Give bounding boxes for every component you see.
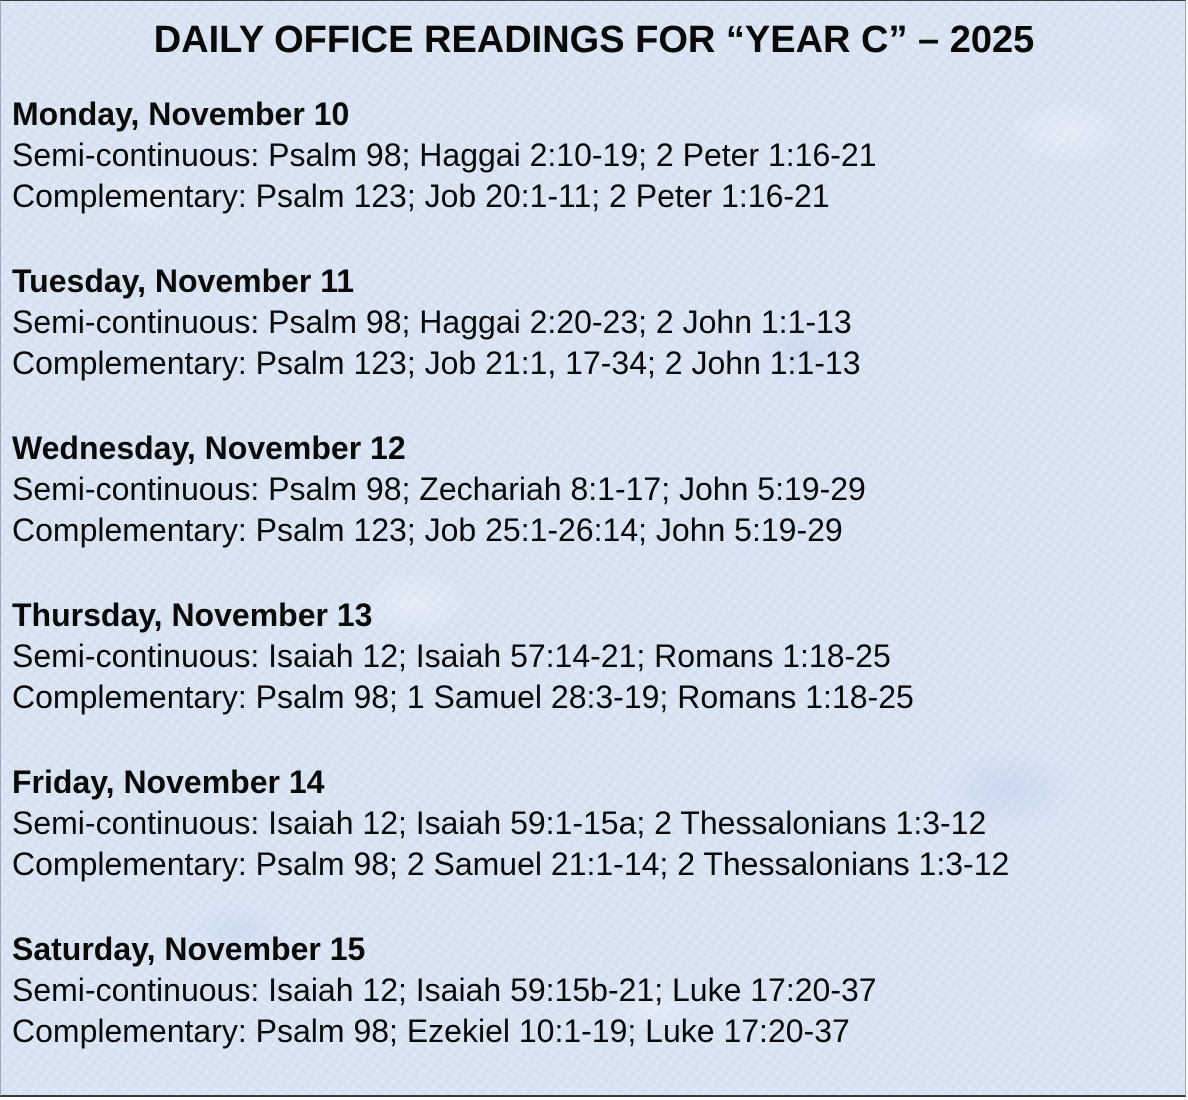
semi-continuous-reading: Semi-continuous: Isaiah 12; Isaiah 59:15b-21; Luke 17:20-37 — [12, 972, 877, 1008]
semi-continuous-reading: Semi-continuous: Psalm 98; Haggai 2:10-19; 2 Peter 1:16-21 — [12, 137, 877, 173]
day-heading: Thursday, November 13 — [12, 597, 373, 633]
semi-continuous-reading: Semi-continuous: Isaiah 12; Isaiah 59:1-15a; 2 Thessalonians 1:3-12 — [12, 805, 987, 841]
day-heading: Monday, November 10 — [12, 96, 350, 132]
day-saturday — [12, 928, 1182, 1095]
day-thursday — [12, 594, 1182, 761]
day-heading: Wednesday, November 12 — [12, 430, 406, 466]
day-heading: Friday, November 14 — [12, 764, 325, 800]
day-heading: Saturday, November 15 — [12, 931, 366, 967]
semi-continuous-reading: Semi-continuous: Psalm 98; Haggai 2:20-23; 2 John 1:1-13 — [12, 304, 852, 340]
complementary-reading: Complementary: Psalm 123; Job 21:1, 17-34; 2 John 1:1-13 — [12, 345, 861, 381]
semi-continuous-reading: Semi-continuous: Isaiah 12; Isaiah 57:14-21; Romans 1:18-25 — [12, 638, 891, 674]
day-tuesday — [12, 260, 1182, 427]
days-list — [12, 93, 1182, 1095]
day-friday — [12, 761, 1182, 928]
complementary-reading: Complementary: Psalm 98; 2 Samuel 21:1-14; 2 Thessalonians 1:3-12 — [12, 846, 1010, 882]
semi-continuous-reading: Semi-continuous: Psalm 98; Zechariah 8:1-17; John 5:19-29 — [12, 471, 866, 507]
complementary-reading: Complementary: Psalm 98; Ezekiel 10:1-19; Luke 17:20-37 — [12, 1013, 850, 1049]
complementary-reading: Complementary: Psalm 123; Job 25:1-26:14; John 5:19-29 — [12, 512, 843, 548]
page-title: DAILY OFFICE READINGS FOR “YEAR C” – 2025 — [153, 19, 1035, 61]
day-wednesday — [12, 427, 1182, 594]
day-heading: Tuesday, November 11 — [12, 263, 355, 299]
complementary-reading: Complementary: Psalm 98; 1 Samuel 28:3-19; Romans 1:18-25 — [12, 679, 914, 715]
day-monday — [12, 93, 1182, 260]
complementary-reading: Complementary: Psalm 123; Job 20:1-11; 2 Peter 1:16-21 — [12, 178, 830, 214]
